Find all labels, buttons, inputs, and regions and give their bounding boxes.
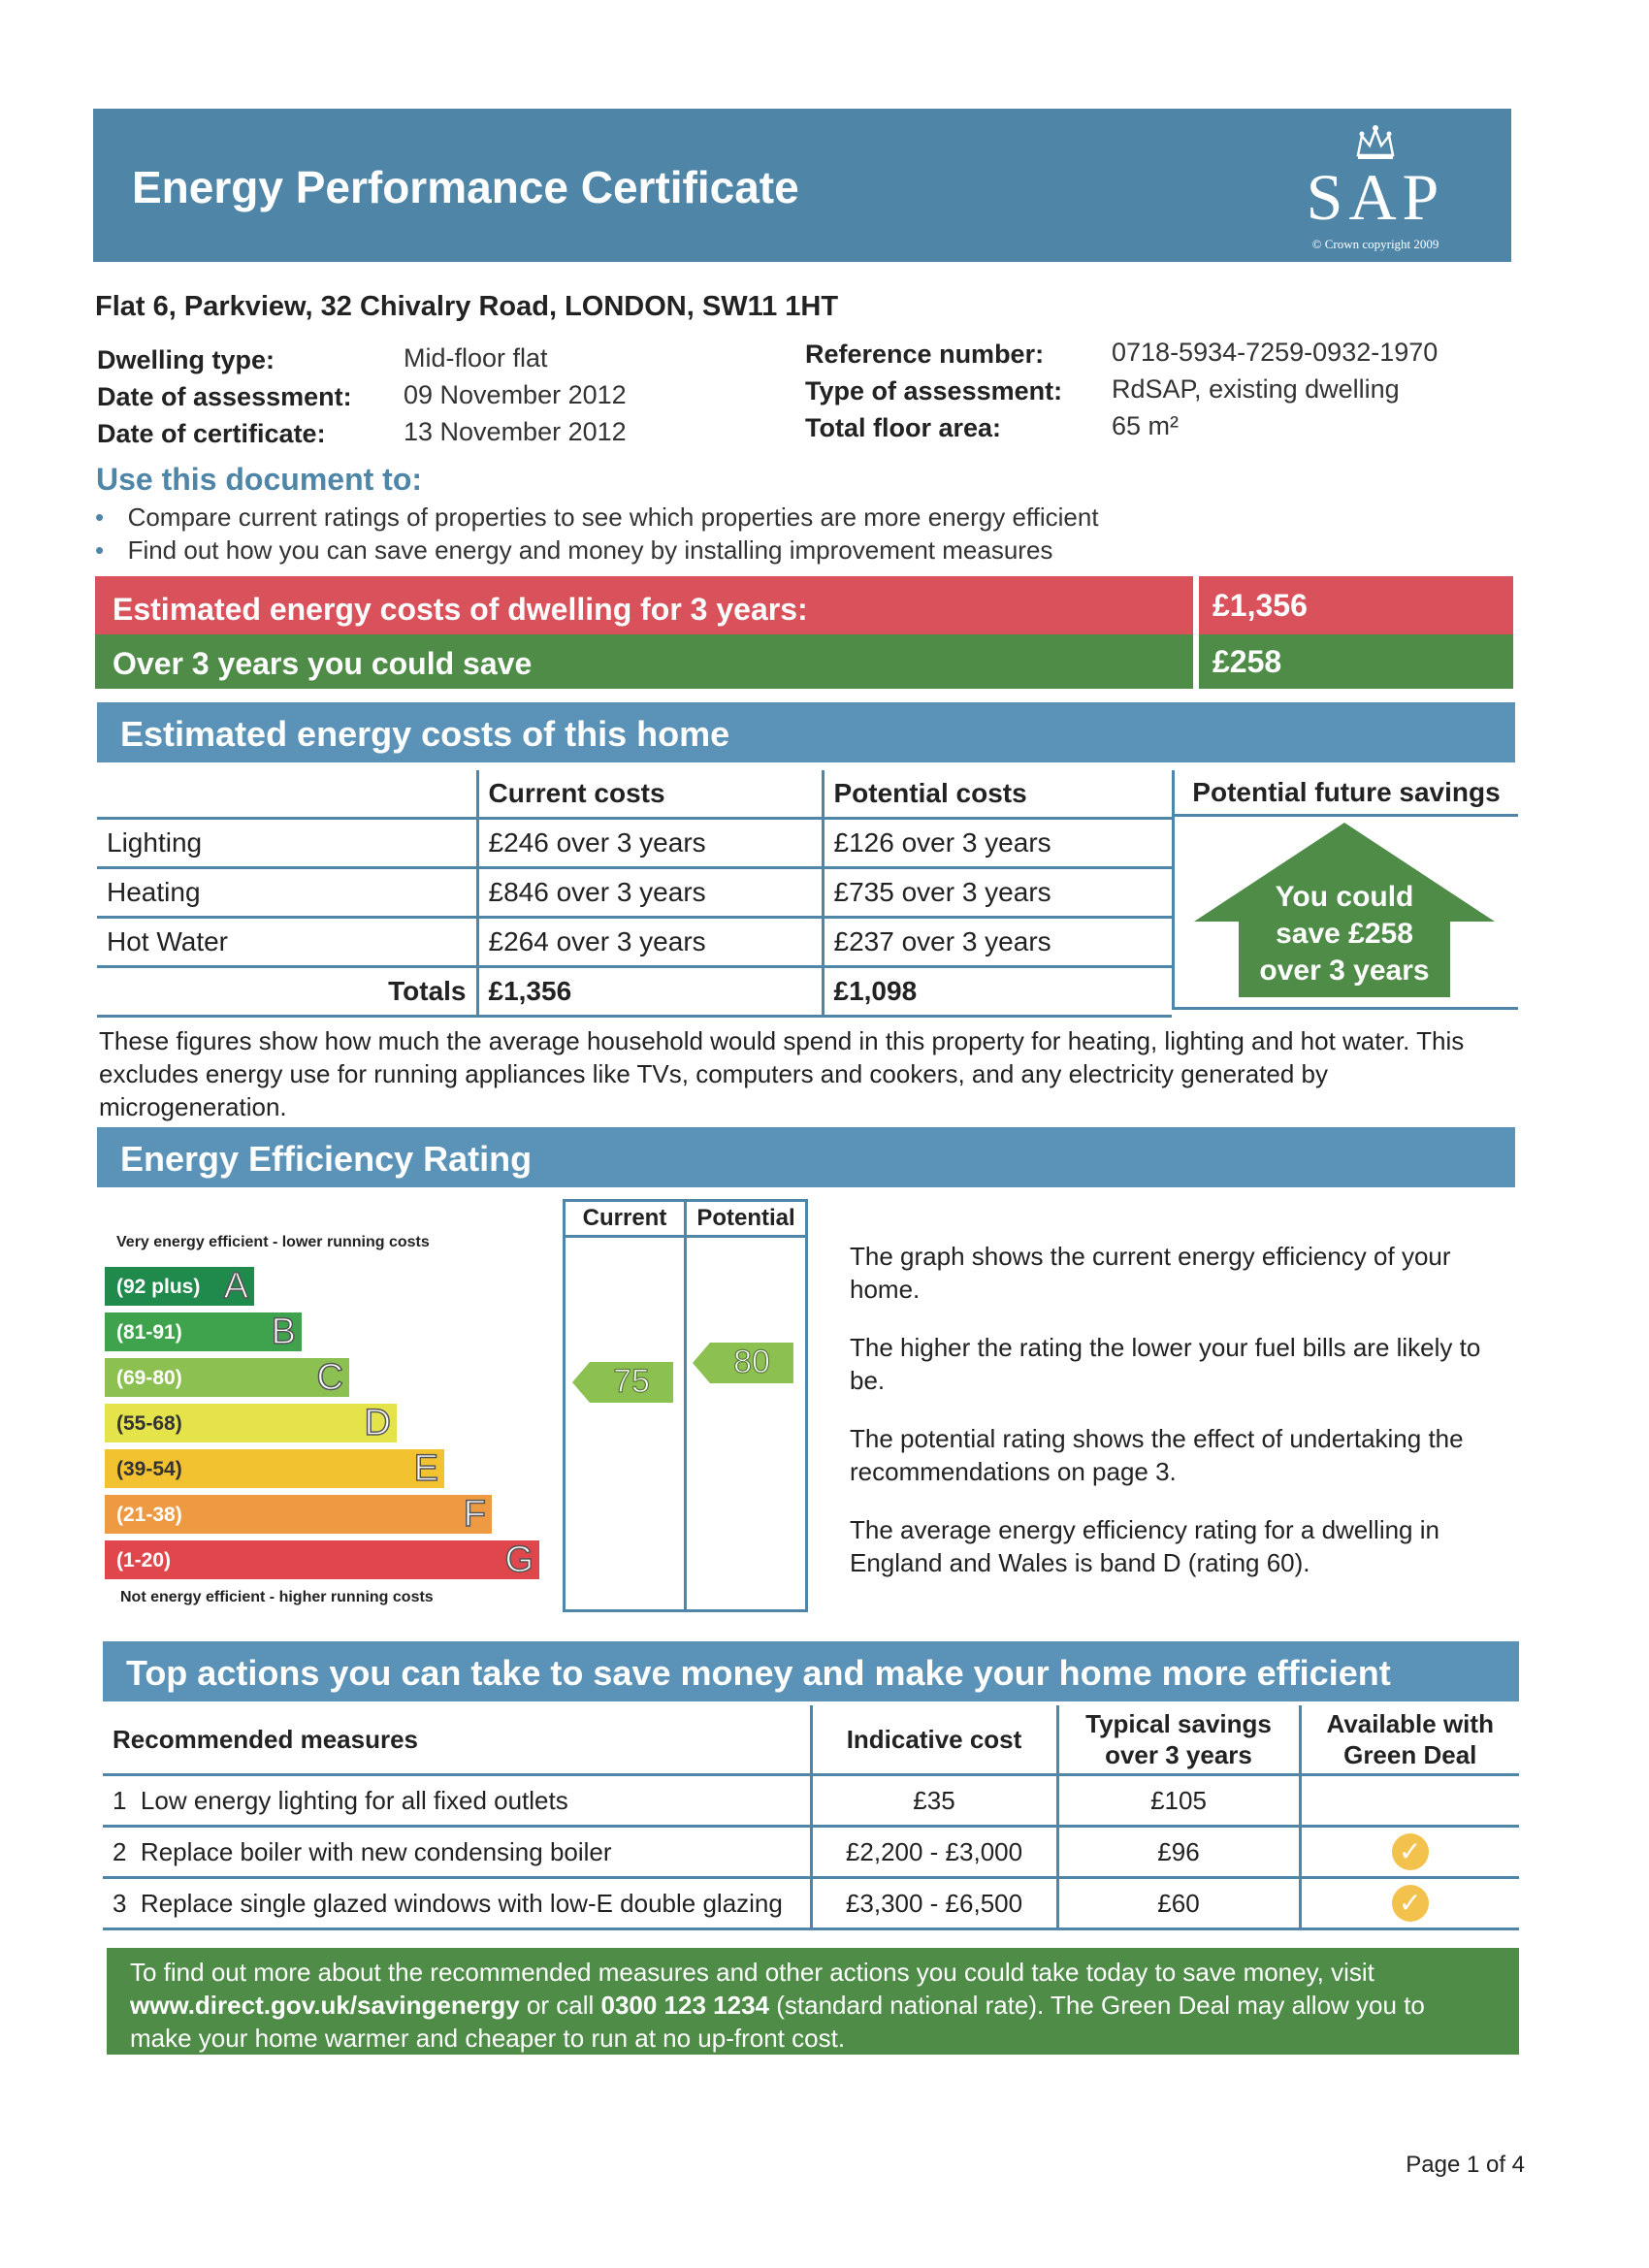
rating-band-a: [105, 1267, 254, 1306]
bullet-icon: •: [95, 502, 105, 532]
action-savings: £60: [1057, 1878, 1300, 1929]
efficiency-section-header: [97, 1127, 1515, 1187]
costs-header-blank: [97, 770, 477, 819]
type-assessment-value: RdSAP, existing dwelling: [1112, 374, 1400, 404]
more-info-box: [107, 1948, 1519, 2055]
floor-area-label: Total floor area:: [805, 413, 1002, 442]
costs-header-current: Current costs: [477, 770, 823, 819]
action-row: [103, 1827, 1519, 1878]
type-assessment-label: Type of assessment:: [805, 376, 1063, 405]
estimated-cost-bar: [95, 576, 1193, 638]
costs-totals-current: £1,356: [477, 967, 823, 1017]
action-green-deal: [1300, 1878, 1519, 1929]
estimated-cost-label: Estimated energy costs of dwelling for 3 years:: [113, 592, 808, 627]
potential-saving-value: £258: [1212, 644, 1282, 679]
estimated-cost-value: £1,356: [1212, 588, 1308, 623]
costs-row-current: £846 over 3 years: [477, 868, 823, 918]
potential-saving-value-box: [1199, 634, 1513, 689]
green-deal-check-icon: ✓: [1392, 1885, 1429, 1922]
date-assessment-label: Date of assessment:: [97, 382, 352, 411]
page-number: Page 1 of 4: [1406, 2152, 1525, 2178]
potential-rating-arrow: [693, 1343, 793, 1383]
costs-totals-potential: £1,098: [823, 967, 1172, 1017]
efficiency-section-title: Energy Efficiency Rating: [120, 1139, 533, 1179]
green-deal-check-icon: ✓: [1392, 1833, 1429, 1870]
action-number: 1: [113, 1785, 127, 1815]
actions-table: [103, 1705, 1519, 1930]
more-info-post: (standard national rate). The Green Deal may allow you to make your home warmer and cheaper to run at no up-front cost.: [130, 1991, 1425, 2053]
header-banner: [93, 109, 1511, 262]
rating-columns: [563, 1199, 805, 1612]
efficiency-explanation: [850, 1240, 1519, 1579]
action-cost: £2,200 - £3,000: [811, 1827, 1057, 1878]
actions-header-cost: Indicative cost: [811, 1705, 1057, 1775]
costs-row-name: Lighting: [97, 819, 477, 868]
action-number: 2: [113, 1836, 127, 1866]
rating-band-letter: A: [223, 1266, 248, 1307]
costs-table: [97, 770, 1172, 1018]
more-info-link[interactable]: www.direct.gov.uk/savingenergy: [130, 1991, 520, 2020]
rating-band-g: [105, 1540, 539, 1579]
action-cost: £35: [811, 1775, 1057, 1827]
actions-header-savings-line-1: Typical savings: [1085, 1709, 1272, 1738]
potential-column: [684, 1199, 808, 1612]
savings-arrow-line-2: save £258: [1276, 918, 1413, 950]
current-column-header: Current: [566, 1202, 684, 1238]
current-rating-arrow: [572, 1362, 673, 1403]
action-row: [103, 1775, 1519, 1827]
costs-row-heating: [97, 868, 1172, 918]
action-savings: £96: [1057, 1827, 1300, 1878]
savings-arrow-line-3: over 3 years: [1259, 955, 1430, 987]
costs-row-hot-water: [97, 918, 1172, 967]
rating-band-e: [105, 1449, 444, 1488]
estimated-cost-value-box: [1199, 576, 1513, 638]
rating-band-range: (92 plus): [116, 1276, 201, 1298]
costs-row-name: Heating: [97, 868, 477, 918]
actions-header-measures: Recommended measures: [103, 1705, 811, 1775]
rating-band-range: (69-80): [116, 1367, 182, 1389]
potential-column-header: Potential: [687, 1202, 805, 1238]
rating-band-d: [105, 1404, 397, 1442]
savings-arrow-text: [1233, 879, 1456, 989]
actions-header-green-line-1: Available with: [1326, 1709, 1494, 1738]
actions-header-savings: [1057, 1705, 1300, 1775]
potential-saving-label: Over 3 years you could save: [113, 646, 533, 681]
potential-saving-bar: [95, 634, 1193, 689]
reference-number-value: 0718-5934-7259-0932-1970: [1112, 338, 1439, 367]
action-row: [103, 1878, 1519, 1929]
more-info-phone: 0300 123 1234: [600, 1991, 769, 2020]
action-number: 3: [113, 1888, 127, 1918]
rating-band-b: [105, 1312, 302, 1351]
bullet-text: Find out how you can save energy and money by installing improvement measures: [127, 535, 1053, 565]
bullet-icon: •: [95, 535, 105, 565]
current-rating-value: 75: [613, 1363, 650, 1400]
actions-header-row: [103, 1705, 1519, 1775]
rating-band-letter: D: [364, 1403, 391, 1443]
rating-band-range: (55-68): [116, 1412, 182, 1435]
action-measure-text: Replace single glazed windows with low-E double glazing: [140, 1888, 783, 1918]
use-document-bullet-2: [95, 535, 1052, 566]
reference-number-label: Reference number:: [805, 340, 1045, 369]
actions-header-green-deal: [1300, 1705, 1519, 1775]
costs-totals-label: Totals: [97, 967, 477, 1017]
rating-band-range: (1-20): [116, 1549, 172, 1571]
rating-band-f: [105, 1495, 492, 1534]
future-savings-header: Potential future savings: [1175, 770, 1518, 817]
actions-section-header: [103, 1641, 1519, 1701]
costs-row-current: £264 over 3 years: [477, 918, 823, 967]
actions-header-green-line-2: Green Deal: [1343, 1740, 1477, 1769]
more-info-mid: or call: [519, 1991, 601, 2020]
efficiency-paragraph-3: The potential rating shows the effect of undertaking the recommendations on page 3.: [850, 1424, 1464, 1486]
rating-bands: [105, 1267, 561, 1587]
action-measure-text: Low energy lighting for all fixed outlets: [140, 1785, 568, 1815]
bottom-caption: Not energy efficient - higher running costs: [120, 1589, 434, 1605]
crown-copyright: © Crown copyright 2009: [1311, 237, 1439, 251]
efficiency-paragraph-4: The average energy efficiency rating for a dwelling in England and Wales is band D (rating 60).: [850, 1515, 1439, 1577]
costs-row-lighting: [97, 819, 1172, 868]
costs-row-potential: £126 over 3 years: [823, 819, 1172, 868]
rating-band-letter: B: [271, 1312, 296, 1352]
rating-band-c: [105, 1358, 349, 1397]
use-document-bullet-1: [95, 502, 1099, 533]
top-caption: Very energy efficient - lower running costs: [116, 1234, 430, 1250]
action-measure-text: Replace boiler with new condensing boiler: [140, 1836, 612, 1866]
savings-arrow-line-1: You could: [1275, 881, 1414, 913]
action-green-deal: [1300, 1775, 1519, 1827]
rating-band-letter: C: [316, 1357, 343, 1398]
action-measure: [103, 1878, 811, 1929]
action-measure: [103, 1775, 811, 1827]
costs-note: These figures show how much the average household would spend in this property for heating, lighting and hot water. This excludes energy use for running appliances like TVs, computers and cookers, and any electricity generated by microgeneration.: [99, 1026, 1465, 1121]
action-measure: [103, 1827, 811, 1878]
rating-band-range: (81-91): [116, 1321, 182, 1344]
action-green-deal: [1300, 1827, 1519, 1878]
date-assessment-value: 09 November 2012: [404, 380, 627, 409]
future-savings-panel: [1172, 770, 1518, 1010]
costs-header-row: [97, 770, 1172, 819]
costs-row-current: £246 over 3 years: [477, 819, 823, 868]
sap-logo-text: SAP: [1306, 160, 1445, 234]
costs-header-potential: Potential costs: [823, 770, 1172, 819]
rating-band-letter: G: [504, 1539, 534, 1580]
sap-logo: [1278, 120, 1472, 256]
rating-band-letter: F: [463, 1494, 486, 1535]
actions-header-savings-line-2: over 3 years: [1105, 1740, 1252, 1769]
efficiency-paragraph-2: The higher the rating the lower your fuel bills are likely to be.: [850, 1333, 1481, 1395]
action-cost: £3,300 - £6,500: [811, 1878, 1057, 1929]
dwelling-type-value: Mid-floor flat: [404, 343, 548, 373]
rating-band-range: (39-54): [116, 1458, 182, 1480]
efficiency-paragraph-1: The graph shows the current energy efficiency of your home.: [850, 1242, 1451, 1304]
costs-row-name: Hot Water: [97, 918, 477, 967]
dwelling-type-label: Dwelling type:: [97, 345, 275, 374]
costs-row-potential: £735 over 3 years: [823, 868, 1172, 918]
costs-row-potential: £237 over 3 years: [823, 918, 1172, 967]
floor-area-value: 65 m²: [1112, 411, 1180, 440]
date-certificate-label: Date of certificate:: [97, 419, 326, 448]
crown-icon: [1354, 122, 1397, 161]
rating-band-range: (21-38): [116, 1504, 182, 1526]
actions-section-title: Top actions you can take to save money and make your home more efficient: [126, 1653, 1391, 1693]
costs-section-header: [97, 702, 1515, 762]
current-column: [563, 1199, 687, 1612]
property-address: Flat 6, Parkview, 32 Chivalry Road, LONDON, SW11 1HT: [95, 291, 839, 322]
use-document-title: Use this document to:: [96, 462, 423, 497]
potential-rating-value: 80: [733, 1344, 770, 1380]
date-certificate-value: 13 November 2012: [404, 417, 627, 446]
costs-row-totals: [97, 967, 1172, 1017]
rating-band-letter: E: [413, 1448, 438, 1489]
action-savings: £105: [1057, 1775, 1300, 1827]
page-title: Energy Performance Certificate: [132, 162, 799, 212]
bullet-text: Compare current ratings of properties to see which properties are more energy efficient: [127, 502, 1099, 532]
costs-section-title: Estimated energy costs of this home: [120, 714, 730, 754]
more-info-pre: To find out more about the recommended measures and other actions you could take today to save money, visit: [130, 1958, 1374, 1987]
more-info-text: [130, 1956, 1488, 2055]
